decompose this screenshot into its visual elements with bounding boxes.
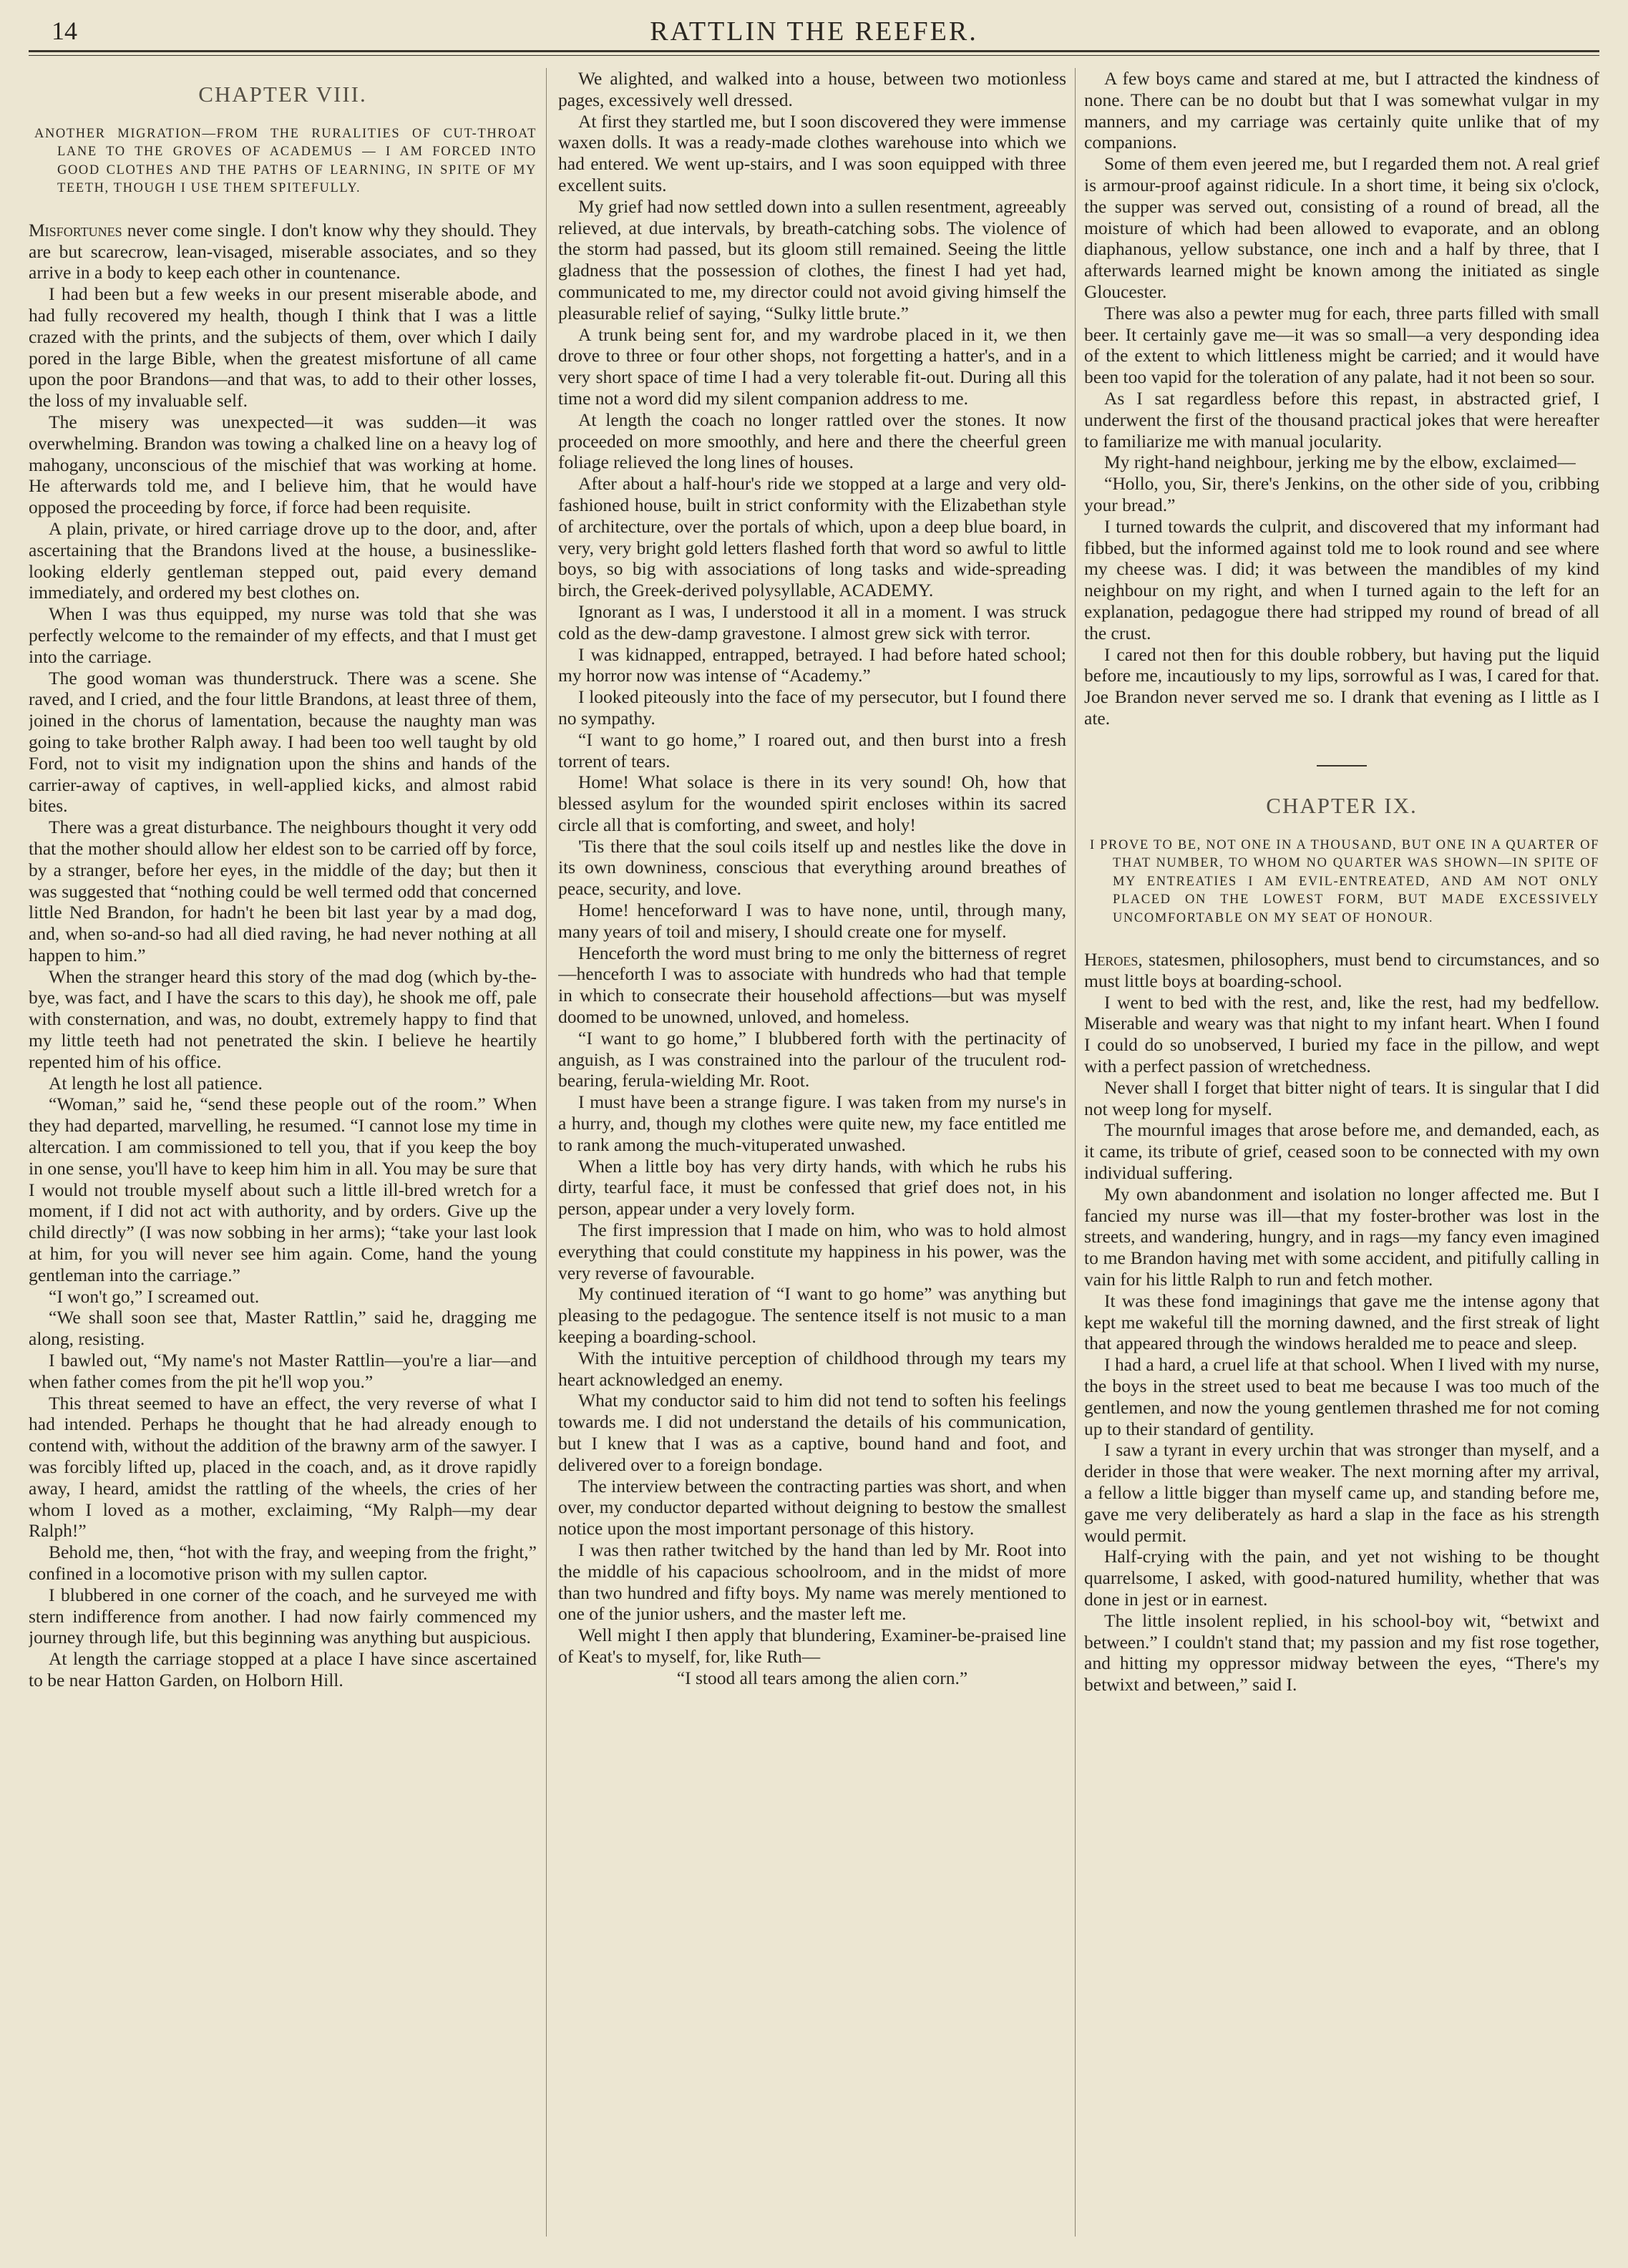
paragraph: I looked piteously into the face of my persecutor, but I found there no sympathy. [558, 686, 1066, 729]
chapter-synopsis: ANOTHER MIGRATION—FROM THE RURALITIES OF CUT-THROAT LANE TO THE GROVES OF ACADEMUS — I AM FORCED INTO GOOD CLOTHES AND THE PATHS OF LEARNING, IN SPITE OF MY TEETH, THOUGH I USE THEM SPITEFULLY. [34, 126, 537, 196]
page-number: 14 [52, 16, 77, 45]
paragraph: I turned towards the culprit, and discovered that my informant had fibbed, but the informed against told me to look round and see where my cheese was. I did; it was between the mandibles of my kind neighbour on my right, and when I turned again to the left for an explanation, pedagogue there had stripped my round of bread of all the crust. [1084, 515, 1599, 643]
paragraph: “Woman,” said he, “send these people out of the room.” When they had departed, marvelling, he resumed. “I cannot lose my time in altercation. I am commissioned to tell you, that if you keep the boy in one sense, you'll have to keep him him in all. You may be sure that I would not trouble myself about such a little ill-bred wretch for a moment, if I did not act with authority, and by orders. Give up the child directly” (I was now sobbing in her arms); “take your last look at him, for you will never see him again. Come, hand the young gentleman into the carriage.” [29, 1094, 537, 1285]
paragraph: My right-hand neighbour, jerking me by the elbow, exclaimed— [1104, 452, 1576, 473]
paragraph: It was these fond imaginings that gave me the intense agony that kept me wakeful till the morning dawned, and the first streak of light that appeared through the windows heralded me to peace and sleep. [1084, 1290, 1599, 1354]
paragraph: The interview between the contracting parties was short, and when over, my conductor departed without deigning to bestow the smallest notice upon the most important personage of this history. [558, 1475, 1066, 1539]
paragraph: I was kidnapped, entrapped, betrayed. I had before hated school; my horror now was intense of “Academy.” [558, 643, 1066, 686]
lead-word: Misfortunes [29, 219, 122, 240]
column-1-body [29, 283, 537, 1691]
paragraph [1084, 949, 1599, 992]
paragraph: There was also a pewter mug for each, three parts filled with small beer. It certainly gave me—it was so small—a very desponding idea of the extent to which littleness might be carried; and it would have been too vapid for the toleration of any palate, had it not been so sour. [1084, 302, 1599, 388]
column-2 [558, 68, 1066, 2237]
column-2-body [558, 68, 1066, 1668]
paragraph: This threat seemed to have an effect, the very reverse of what I had intended. Perhaps he thought that he had already enough to contend with, without the addition of the brawny arm of the sawyer. I was forcibly lifted up, placed in the coach, and, as it drove rapidly away, I heard, amidst the rattling of the wheels, the cries of her whom I loved as a mother, exclaiming, “My Ralph—my dear Ralph!” [29, 1392, 537, 1542]
paragraph [29, 220, 537, 283]
paragraph: Half-crying with the pain, and yet not wishing to be thought quarrelsome, I asked, with good-natured humility, whether that was done in jest or in earnest. [1084, 1546, 1599, 1610]
paragraph: I bawled out, “My name's not Master Rattlin—you're a liar—and when father comes from the pit he'll wop you.” [29, 1350, 537, 1392]
paragraph: My grief had now settled down into a sullen resentment, agreeably relieved, at due intervals, by breath-catching sobs. The violence of the storm had passed, but its gloom still remained. Seeing the little gladness that the possession of clothes, the finest I had yet had, communicated to me, my director could not avoid giving himself the pleasurable relief of saying, “Sulky little brute.” [558, 195, 1066, 323]
lead-word: Heroes [1084, 949, 1139, 970]
paragraph: “I won't go,” I screamed out. [49, 1285, 260, 1307]
paragraph-text: , statesmen, philosophers, must bend to circumstances, and so must little boys at boarding-school. [1084, 949, 1599, 991]
paragraph: “We shall soon see that, Master Rattlin,” said he, dragging me along, resisting. [29, 1307, 537, 1350]
paragraph: Henceforth the word must bring to me only the bitterness of regret—henceforth I was to associate with hundreds who had that temple in which to consecrate their household affections—but was myself doomed to be unowned, unloved, and homeless. [558, 942, 1066, 1028]
paragraph: When the stranger heard this story of the mad dog (which by-the-bye, was fact, and I have the scars to this day), he shook me off, pale with consternation, and was, no doubt, extremely happy to find that my little teeth had not penetrated the skin. I believe he heartily repented him of his office. [29, 965, 537, 1072]
chapter-synopsis: I PROVE TO BE, NOT ONE IN A THOUSAND, BUT ONE IN A QUARTER OF THAT NUMBER, TO WHOM NO QUARTER WAS SHOWN—IN SPITE OF MY ENTREATIES I AM EVIL-ENTREATED, AND AM NOT ONLY PLACED ON THE LOWEST FORM, BUT MADE EXCESSIVELY UNCOMFORTABLE ON MY SEAT OF HONOUR. [1090, 837, 1599, 925]
paragraph: At first they startled me, but I soon discovered they were immense waxen dolls. It was a ready-made clothes warehouse into which we had entered. We went up-stairs, and I was soon equipped with three excellent suits. [558, 110, 1066, 195]
header-rule-thin [29, 55, 1599, 56]
paragraph: There was a great disturbance. The neighbours thought it very odd that the mother should allow her eldest son to be carried off by force, by a stranger, before her eyes, in the middle of the day; but then it was suggested that “nothing could be well termed odd that concerned little Ned Brandon, for hadn't he been bit last year by a mad dog, and, when so-and-so had all died raving, he had never nothing at all happen to him.” [29, 817, 537, 965]
paragraph: I blubbered in one corner of the coach, and he surveyed me with stern indifference from another. I had now fairly commenced my journey through life, but this beginning was anything but auspicious. [29, 1584, 537, 1648]
column-3-body [1084, 68, 1599, 729]
paragraph: Ignorant as I was, I understood it all in a moment. I was struck cold as the dew-damp gravestone. I almost grew sick with terror. [558, 600, 1066, 643]
paragraph: Behold me, then, “hot with the fray, and weeping from the fright,” confined in a locomotive prison with my sullen captor. [29, 1542, 537, 1584]
paragraph: Home! henceforward I was to have none, until, through many, many years of toil and misery, I should create one for myself. [558, 900, 1066, 942]
verse-quote: “I stood all tears among the alien corn.” [676, 1667, 968, 1688]
paragraph: I had been but a few weeks in our present miserable abode, and had fully recovered my health, though I think that I was a little crazed with the prints, and the subjects of them, over which I daily pored in the large Bible, when the greatest misfortune of all came upon the poor Brandons—and that was, to add to their other losses, the loss of my invaluable self. [29, 283, 537, 412]
paragraph: With the intuitive perception of childhood through my tears my heart acknowledged an enemy. [558, 1347, 1066, 1390]
column-divider [546, 68, 547, 2237]
paragraph: My continued iteration of “I want to go home” was anything but pleasing to the pedagogue. The sentence itself is not music to a man keeping a boarding-school. [558, 1283, 1066, 1348]
running-title: RATTLIN THE REEFER. [650, 16, 978, 47]
paragraph: The little insolent replied, in his school-boy wit, “betwixt and between.” I couldn't stand that; my passion and my fist rose together, and hitting my oppressor midway between the eyes, “There's my betwixt and between,” said I. [1084, 1610, 1599, 1695]
paragraph: At length he lost all patience. [49, 1072, 263, 1094]
paragraph: After about a half-hour's ride we stopped at a large and very old-fashioned house, built in strict conformity with the Elizabethan style of architecture, over the portals of which, upon a deep blue board, in very, very bright gold letters flashed forth that word so awful to little boys, so big with associations of long tasks and wide-spreading birch, the Greek-derived polysyllable, ACADEMY. [558, 473, 1066, 601]
paragraph: I went to bed with the rest, and, like the rest, had my bedfellow. Miserable and weary was that night to my infant heart. When I found I could do so unobserved, I buried my face in the pillow, and wept with a perfect passion of wretchedness. [1084, 991, 1599, 1076]
paragraph: “I want to go home,” I blubbered forth with the pertinacity of anguish, as I was constrained into the parlour of the truculent rod-bearing, ferula-wielding Mr. Root. [558, 1027, 1066, 1091]
column-divider [1075, 68, 1076, 2237]
paragraph: Never shall I forget that bitter night of tears. It is singular that I did not weep long for myself. [1084, 1076, 1599, 1119]
paragraph: The good woman was thunderstruck. There was a scene. She raved, and I cried, and the four little Brandons, at least three of them, joined in the chorus of lamentation, because the naughty man was going to take brother Ralph away. I had been too well taught by old Ford, not to visit my indignation upon the shins and hands of the carrier-away of captives, in well-applied kicks, and almost rabid bites. [29, 667, 537, 817]
paragraph-text: never come single. I don't know why they should. They are but scarecrow, lean-visaged, miserable associates, and so they arrive in a body to keep each other in countenance. [29, 219, 537, 283]
paragraph: A trunk being sent for, and my wardrobe placed in it, we then drove to three or four other shops, not forgetting a hatter's, and in a very short space of time I had a very tolerable fit-out. During all this time not a word did my silent companion address to me. [558, 323, 1066, 409]
paragraph: At length the carriage stopped at a place I have since ascertained to be near Hatton Garden, on Holborn Hill. [29, 1648, 537, 1690]
paragraph: I had a hard, a cruel life at that school. When I lived with my nurse, the boys in the street used to beat me because I was too much of the gentlemen, and now the young gentlemen thrashed me for not coming up to their standard of gentility. [1084, 1354, 1599, 1439]
paragraph: Home! What solace is there in its very sound! Oh, how that blessed asylum for the wounded spirit encloses within its sacred circle all that is comforting, and sweet, and holy! [558, 772, 1066, 835]
paragraph: The first impression that I made on him, who was to hold almost everything that could constitute my happiness in his power, was the very reverse of favourable. [558, 1220, 1066, 1283]
paragraph: The misery was unexpected—it was sudden—it was overwhelming. Brandon was towing a chalked line on a heavy log of mahogany, unconscious of the mischief that was working at home. He afterwards told me, and I believe him, that he would have opposed the proceeding by force, if force had been requisite. [29, 411, 537, 518]
paragraph: My own abandonment and isolation no longer affected me. But I fancied my nurse was ill—that my foster-brother was lost in the streets, and wandering, hungry, and in rags—my fancy even imagined to me Brandon having met with some accident, and pitifully calling in vain for his little Ralph to run and fetch mother. [1084, 1183, 1599, 1290]
section-divider [1317, 765, 1367, 766]
paragraph: Some of them even jeered me, but I regarded them not. A real grief is armour-proof against ridicule. In a short time, it being six o'clock, the supper was served out, consisting of a round of bread, all the moisture of which had been allowed to evaporate, and an oblong diaphanous, yellow substance, one inch and a half by three, that I afterwards learned might be known among the initiated as single Gloucester. [1084, 153, 1599, 302]
paragraph: When a little boy has very dirty hands, with which he rubs his dirty, tearful face, it must be confessed that grief does not, in his person, appear under a very lovely form. [558, 1155, 1066, 1220]
column-3-body-continued [1084, 992, 1599, 1695]
paragraph: When I was thus equipped, my nurse was told that she was perfectly welcome to the remainder of my effects, and that I must get into the carriage. [29, 603, 537, 667]
paragraph: I was then rather twitched by the hand than led by Mr. Root into the middle of his capacious schoolroom, and in the midst of more than two hundred and fifty boys. My name was merely mentioned to one of the junior ushers, and the master left me. [558, 1539, 1066, 1625]
paragraph: “Hollo, you, Sir, there's Jenkins, on the other side of you, cribbing your bread.” [1084, 473, 1599, 515]
column-3 [1084, 68, 1599, 2237]
header-rule-thick [29, 50, 1599, 52]
chapter-title: CHAPTER IX. [1266, 792, 1418, 818]
paragraph: I saw a tyrant in every urchin that was stronger than myself, and a derider in those that were weaker. The next morning after my arrival, a fellow a little bigger than myself came up, and standing before me, gave me very deliberately as hard a slap in the face as his strength would permit. [1084, 1439, 1599, 1546]
paragraph: I must have been a strange figure. I was taken from my nurse's in a hurry, and, though my clothes were quite new, my face entitled me to rank among the much-vituperated unwashed. [558, 1091, 1066, 1155]
paragraph: “I want to go home,” I roared out, and then burst into a fresh torrent of tears. [558, 729, 1066, 772]
paragraph: A plain, private, or hired carriage drove up to the door, and, after ascertaining that the Brandons lived at the house, a businesslike-looking elderly gentleman stepped out, paid every demand immediately, and ordered my best clothes on. [29, 517, 537, 603]
paragraph: At length the coach no longer rattled over the stones. It now proceeded on more smoothly, and here and there the cheerful green foliage relieved the long lines of houses. [558, 409, 1066, 473]
column-1 [29, 68, 537, 2237]
paragraph: The mournful images that arose before me, and demanded, each, as it came, its tribute of grief, ceased soon to be connected with my own individual suffering. [1084, 1119, 1599, 1183]
paragraph: 'Tis there that the soul coils itself up and nestles like the dove in its own downiness, conscious that everything around breathes of peace, security, and love. [558, 835, 1066, 900]
page-header [29, 11, 1599, 52]
paragraph: I cared not then for this double robbery, but having put the liquid before me, incautiously to my lips, sorrowful as I was, I cared for that. Joe Brandon never served me so. I drank that evening as I little as I ate. [1084, 643, 1599, 729]
paragraph: What my conductor said to him did not tend to soften his feelings towards me. I did not understand the details of his communication, but I knew that I was as a captive, bound hand and foot, and delivered over to a foreign bondage. [558, 1390, 1066, 1475]
paragraph: We alighted, and walked into a house, between two motionless pages, excessively well dressed. [558, 68, 1066, 110]
paragraph: A few boys came and stared at me, but I attracted the kindness of none. There can be no doubt but that I was somewhat vulgar in my manners, and my carriage was certainly quite unlike that of my companions. [1084, 68, 1599, 153]
chapter-title: CHAPTER VIII. [198, 82, 367, 107]
paragraph: As I sat regardless before this repast, in abstracted grief, I underwent the first of the thousand practical jokes that were hereafter to familiarize me with manual jocularity. [1084, 387, 1599, 452]
paragraph: Well might I then apply that blundering, Examiner-be-praised line of Keat's to myself, for, like Ruth— [558, 1625, 1066, 1667]
